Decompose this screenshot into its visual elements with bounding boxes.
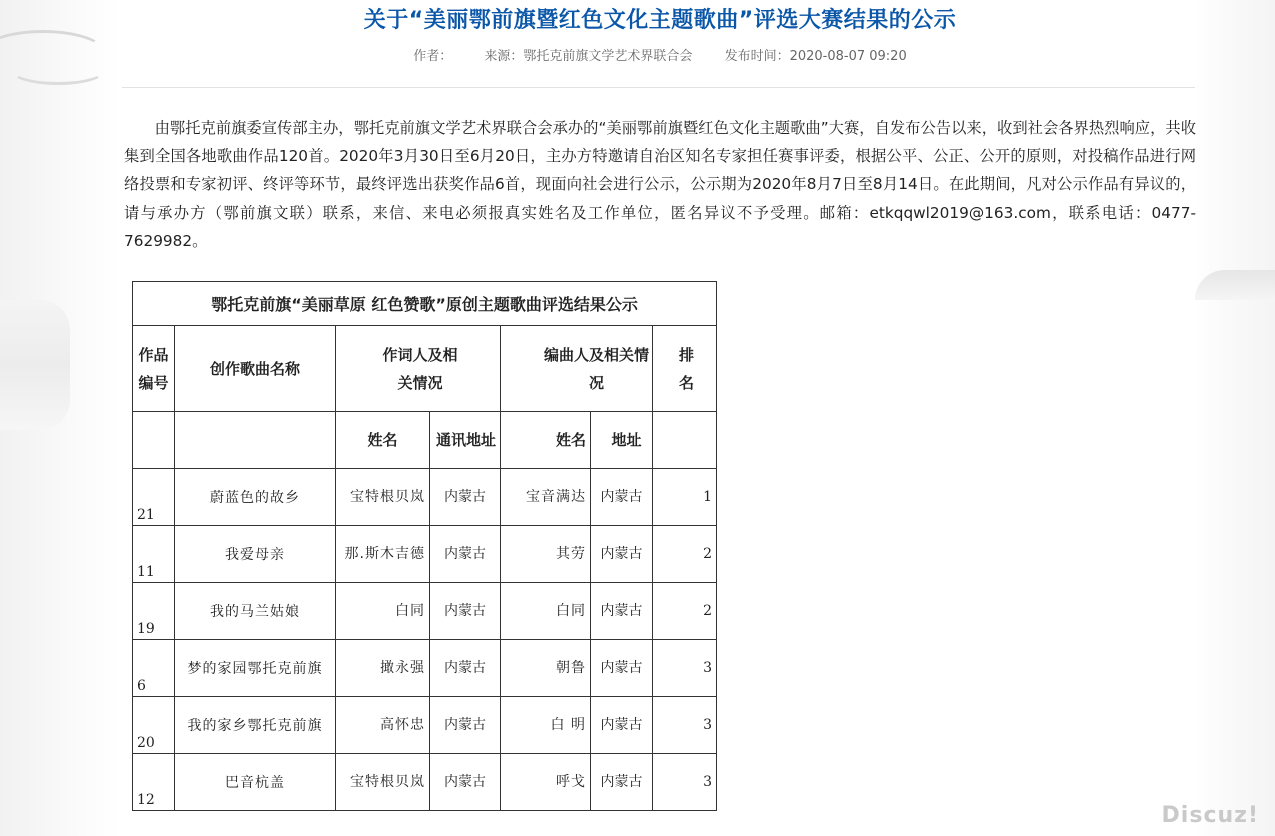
table-row — [133, 583, 717, 640]
rank: 1 — [653, 469, 717, 526]
article-body: 由鄂托克前旗委宣传部主办，鄂托克前旗文学艺术界联合会承办的“美丽鄂前旗暨红色文化主题歌曲”大赛，自发布公告以来，收到社会各界热烈响应，共收集到全国各地歌曲作品120首。2020年3月30日至6月20日，主办方特邀请自治区知名专家担任赛事评委，根据公平、公正、公开的原则，对投稿作品进行网络投票和专家初评、终评等环节，最终评选出获奖作品6首，现面向社会进行公示，公示期为2020年8月7日至8月14日。在此期间，凡对公示作品有异议的，请与承办方（鄂前旗文联）联系，来信、来电必须报真实姓名及工作单位，匿名异议不予受理。邮箱：etkqqwl2019@163.com，联系电话：0477-7629982。 — [124, 119, 1196, 250]
ink-decoration — [0, 300, 70, 430]
article-meta — [120, 45, 1200, 64]
header-rank: 排名 — [653, 326, 717, 412]
rank: 3 — [653, 697, 717, 754]
entry-number: 6 — [133, 640, 175, 697]
lyricist-name: 宝特根贝岚 — [336, 754, 430, 811]
song-title: 巴音杭盖 — [175, 754, 336, 811]
composer-address: 内蒙古 — [591, 469, 653, 526]
empty-cell — [133, 412, 175, 469]
rank: 3 — [653, 754, 717, 811]
lyricist-address: 内蒙古 — [430, 526, 501, 583]
lyricist-address: 内蒙古 — [430, 640, 501, 697]
song-title: 我的马兰姑娘 — [175, 583, 336, 640]
composer-name: 朝鲁 — [501, 640, 591, 697]
lyricist-name: 高怀忠 — [336, 697, 430, 754]
composer-name: 其劳 — [501, 526, 591, 583]
empty-cell — [653, 412, 717, 469]
entry-number: 20 — [133, 697, 175, 754]
header-composer-name: 姓名 — [501, 412, 591, 469]
ink-decoration — [1195, 270, 1275, 300]
lyricist-name: 白同 — [336, 583, 430, 640]
composer-address: 内蒙古 — [591, 697, 653, 754]
divider — [122, 87, 1195, 88]
header-composer: 编曲人及相关情况 — [501, 326, 653, 412]
lyricist-name: 宝特根贝岚 — [336, 469, 430, 526]
article-title: 关于“美丽鄂前旗暨红色文化主题歌曲”评选大赛结果的公示 — [363, 8, 957, 33]
lyricist-address: 内蒙古 — [430, 754, 501, 811]
composer-name: 白 明 — [501, 697, 591, 754]
right-background-decoration — [1195, 0, 1275, 836]
header-song: 创作歌曲名称 — [175, 326, 336, 412]
entry-number: 21 — [133, 469, 175, 526]
table-caption: 鄂托克前旗“美丽草原 红色赞歌”原创主题歌曲评选结果公示 — [133, 282, 717, 326]
entry-number: 12 — [133, 754, 175, 811]
lyricist-name: 那.斯木吉德 — [336, 526, 430, 583]
table-row — [133, 526, 717, 583]
table-row — [133, 640, 717, 697]
header-lyricist: 作词人及相关情况 — [336, 326, 501, 412]
rank: 2 — [653, 526, 717, 583]
meta-published: 发布时间：2020-08-07 09:20 — [724, 49, 907, 64]
song-title: 蔚蓝色的故乡 — [175, 469, 336, 526]
result-table — [132, 281, 717, 811]
lyricist-address: 内蒙古 — [430, 583, 501, 640]
lyricist-address: 内蒙古 — [430, 469, 501, 526]
left-background-decoration — [0, 0, 120, 836]
composer-address: 内蒙古 — [591, 754, 653, 811]
table-row — [133, 697, 717, 754]
header-lyricist-name: 姓名 — [336, 412, 430, 469]
empty-cell — [175, 412, 336, 469]
composer-name: 宝音满达 — [501, 469, 591, 526]
lyricist-name: 撖永强 — [336, 640, 430, 697]
composer-name: 呼戈 — [501, 754, 591, 811]
header-composer-address: 地址 — [591, 412, 653, 469]
composer-address: 内蒙古 — [591, 640, 653, 697]
lyricist-address: 内蒙古 — [430, 697, 501, 754]
swirl-decoration — [10, 55, 106, 85]
table-row — [133, 754, 717, 811]
composer-address: 内蒙古 — [591, 583, 653, 640]
entry-number: 11 — [133, 526, 175, 583]
composer-address: 内蒙古 — [591, 526, 653, 583]
entry-number: 19 — [133, 583, 175, 640]
header-no: 作品编号 — [133, 326, 175, 412]
song-title: 梦的家园鄂托克前旗 — [175, 640, 336, 697]
song-title: 我的家乡鄂托克前旗 — [175, 697, 336, 754]
song-title: 我爱母亲 — [175, 526, 336, 583]
meta-source: 来源：鄂托克前旗文学艺术界联合会 — [484, 49, 693, 64]
table-row — [133, 469, 717, 526]
header-lyricist-address: 通讯地址 — [430, 412, 501, 469]
meta-author: 作者： — [413, 49, 453, 64]
watermark: Discuz! — [1161, 803, 1259, 828]
rank: 3 — [653, 640, 717, 697]
composer-name: 白同 — [501, 583, 591, 640]
rank: 2 — [653, 583, 717, 640]
